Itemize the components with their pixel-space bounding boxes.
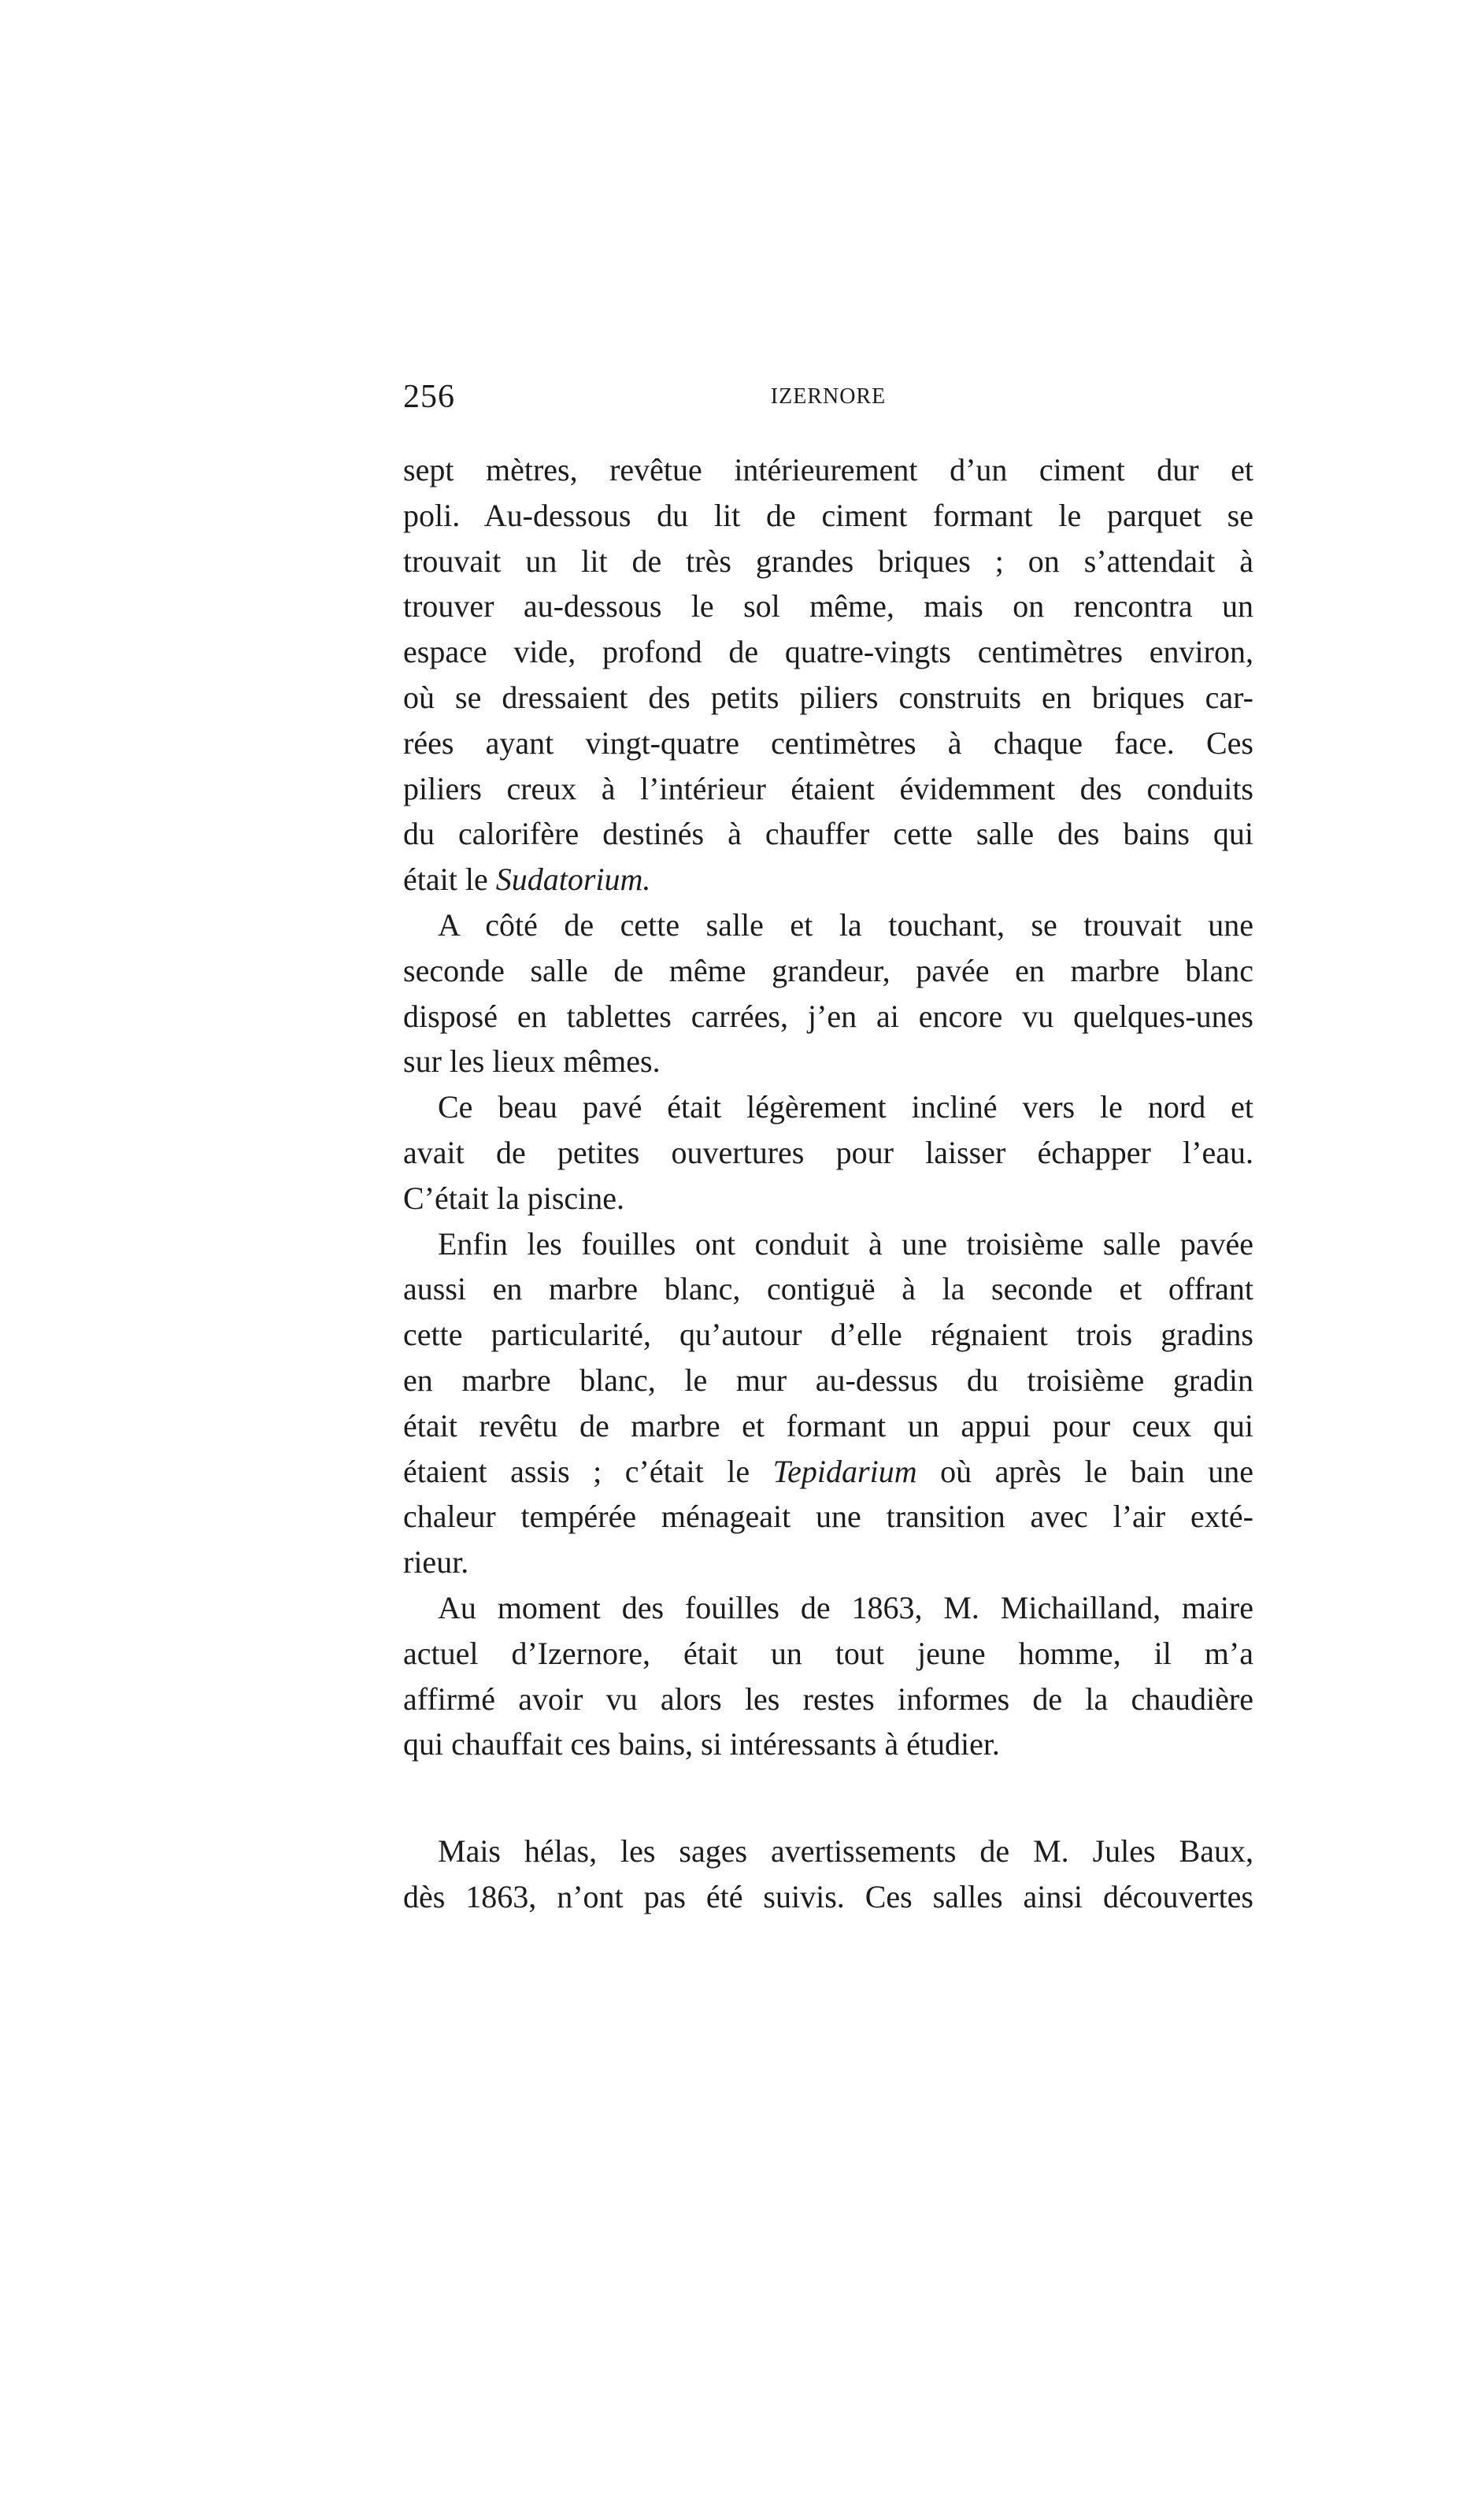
italic-term: Tepidarium: [772, 1453, 917, 1489]
text-line: C’était la piscine.: [403, 1180, 625, 1216]
italic-term: Sudatorium.: [495, 862, 651, 898]
text-run: étaient assis ; c’était le: [403, 1453, 773, 1489]
text-line: qui chauffait ces bains, si intéressants à étudier.: [403, 1726, 1000, 1762]
text-line: aussi en marbre blanc, contiguë à la seconde et offrant: [403, 1271, 1253, 1307]
text-line: dès 1863, n’ont pas été suivis. Ces salles ainsi découvertes: [403, 1878, 1253, 1914]
paragraph-first-line: Enfin les fouilles ont conduit à une troisième salle pavée: [438, 1225, 1253, 1262]
text-run: était le: [403, 862, 496, 898]
body-text: [403, 447, 1253, 1920]
text-line: rées ayant vingt-quatre centimètres à chaque face. Ces: [403, 724, 1253, 761]
text-run: où après le bain une: [916, 1453, 1253, 1489]
text-line: rieur.: [403, 1544, 469, 1581]
text-line: [403, 857, 1253, 902]
text-line: actuel d’Izernore, était un tout jeune homme, il m’a: [403, 1635, 1253, 1671]
text-line: espace vide, profond de quatre-vingts centimètres environ,: [403, 634, 1253, 670]
text-line: seconde salle de même grandeur, pavée en marbre blanc: [403, 952, 1253, 988]
page-number: 256: [403, 379, 455, 415]
paragraph-first-line: A côté de cette salle et la touchant, se trouvait une: [438, 906, 1253, 943]
text-line: disposé en tablettes carrées, j’en ai encore vu quelques-unes: [403, 998, 1253, 1034]
text-line: en marbre blanc, le mur au-dessus du troisième gradin: [403, 1362, 1253, 1398]
paragraph-first-line: Ce beau pavé était légèrement incliné vers le nord et: [438, 1089, 1253, 1125]
running-title: IZERNORE: [770, 384, 887, 409]
text-line: affirmé avoir vu alors les restes informes de la chaudière: [403, 1681, 1253, 1717]
text-line: chaleur tempérée ménageait une transition avec l’air exté-: [403, 1499, 1253, 1535]
text-line: où se dressaient des petits piliers construits en briques car-: [403, 679, 1253, 715]
running-head: [403, 378, 1253, 425]
text-line: trouver au-dessous le sol même, mais on rencontra un: [403, 588, 1253, 624]
text-line: sept mètres, revêtue intérieurement d’un ciment dur et: [403, 452, 1253, 487]
text-line: trouvait un lit de très grandes briques ; on s’attendait à: [403, 543, 1253, 579]
text-line: [403, 1449, 1253, 1495]
text-line: avait de petites ouvertures pour laisser échapper l’eau.: [403, 1134, 1253, 1170]
text-line: poli. Au-dessous du lit de ciment formant le parquet se: [403, 497, 1253, 533]
text-line: du calorifère destinés à chauffer cette salle des bains qui: [403, 816, 1253, 852]
text-line: cette particularité, qu’autour d’elle régnaient trois gradins: [403, 1317, 1253, 1353]
text-line: piliers creux à l’intérieur étaient évidemment des conduits: [403, 770, 1253, 806]
text-line: était revêtu de marbre et formant un appui pour ceux qui: [403, 1407, 1253, 1443]
text-line: sur les lieux mêmes.: [403, 1043, 661, 1080]
paragraph-first-line: Au moment des fouilles de 1863, M. Michailland, maire: [438, 1589, 1253, 1625]
paragraph-first-line: Mais hélas, les sages avertissements de M. Jules Baux,: [438, 1833, 1253, 1870]
